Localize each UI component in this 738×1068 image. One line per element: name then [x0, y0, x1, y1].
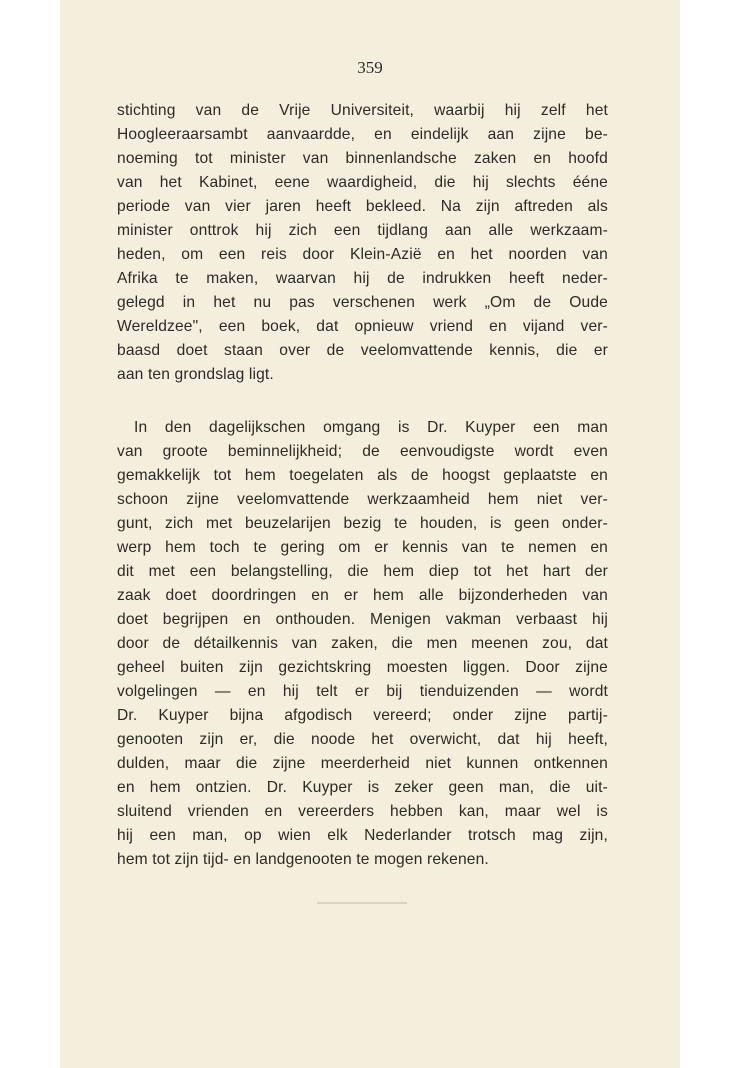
text-line: van groote beminnelijkheid; de eenvoudigste wordt even: [117, 443, 608, 460]
text-line: gunt, zich met beuzelarijen bezig te houden, is geen onder-: [117, 515, 608, 532]
text-line: noeming tot minister van binnenlandsche zaken en hoofd: [117, 150, 608, 167]
text-line: genooten zijn er, die noode het overwicht, dat hij heeft,: [117, 731, 608, 748]
text-line: sluitend vrienden en vereerders hebben kan, maar wel is: [117, 803, 608, 820]
text-line: gelegd in het nu pas verschenen werk „Om de Oude: [117, 294, 608, 311]
text-line: periode van vier jaren heeft bekleed. Na zijn aftreden als: [117, 198, 608, 215]
book-page: [60, 0, 680, 1068]
text-line: doet begrijpen en onthouden. Menigen vakman verbaast hij: [117, 611, 608, 628]
text-line: zaak doet doordringen en er hem alle bijzonderheden van: [117, 587, 608, 604]
text-line: In den dagelijkschen omgang is Dr. Kuyper een man: [134, 419, 608, 436]
page-number: 359: [357, 58, 383, 77]
text-line: Hoogleeraarsambt aanvaardde, en eindelijk aan zijne be-: [117, 126, 608, 143]
text-line: minister onttrok hij zich een tijdlang aan alle werkzaam-: [117, 222, 608, 239]
text-line: Afrika te maken, waarvan hij de indrukken heeft neder-: [117, 270, 608, 287]
text-line: baasd doet staan over de veelomvattende kennis, die er: [117, 342, 608, 359]
text-line: dit met een belangstelling, die hem diep tot het hart der: [117, 563, 608, 580]
text-line: aan ten grondslag ligt.: [117, 366, 274, 383]
text-line: hij een man, op wien elk Nederlander trotsch mag zijn,: [117, 827, 608, 844]
text-line: en hem ontzien. Dr. Kuyper is zeker geen man, die uit-: [117, 779, 608, 796]
text-line: hem tot zijn tijd- en landgenooten te mogen rekenen.: [117, 851, 489, 868]
text-line: stichting van de Vrije Universiteit, waarbij hij zelf het: [117, 102, 608, 119]
text-line: werp hem toch te gering om er kennis van te nemen en: [117, 539, 608, 556]
text-line: geheel buiten zijn gezichtskring moesten liggen. Door zijne: [117, 659, 608, 676]
text-line: heden, om een reis door Klein-Azië en het noorden van: [117, 246, 608, 263]
text-line: Wereldzee", een boek, dat opnieuw vriend en vijand ver-: [117, 318, 608, 335]
text-line: dulden, maar die zijne meerderheid niet kunnen ontkennen: [117, 755, 608, 772]
text-line: van het Kabinet, eene waardigheid, die hij slechts ééne: [117, 174, 608, 191]
section-divider: [317, 902, 407, 904]
text-line: gemakkelijk tot hem toegelaten als de hoogst geplaatste en: [117, 467, 608, 484]
text-line: volgelingen — en hij telt er bij tienduizenden — wordt: [117, 683, 608, 700]
text-line: schoon zijne veelomvattende werkzaamheid hem niet ver-: [117, 491, 608, 508]
text-line: Dr. Kuyper bijna afgodisch vereerd; onder zijne partij-: [117, 707, 608, 724]
text-line: door de détailkennis van zaken, die men meenen zou, dat: [117, 635, 608, 652]
